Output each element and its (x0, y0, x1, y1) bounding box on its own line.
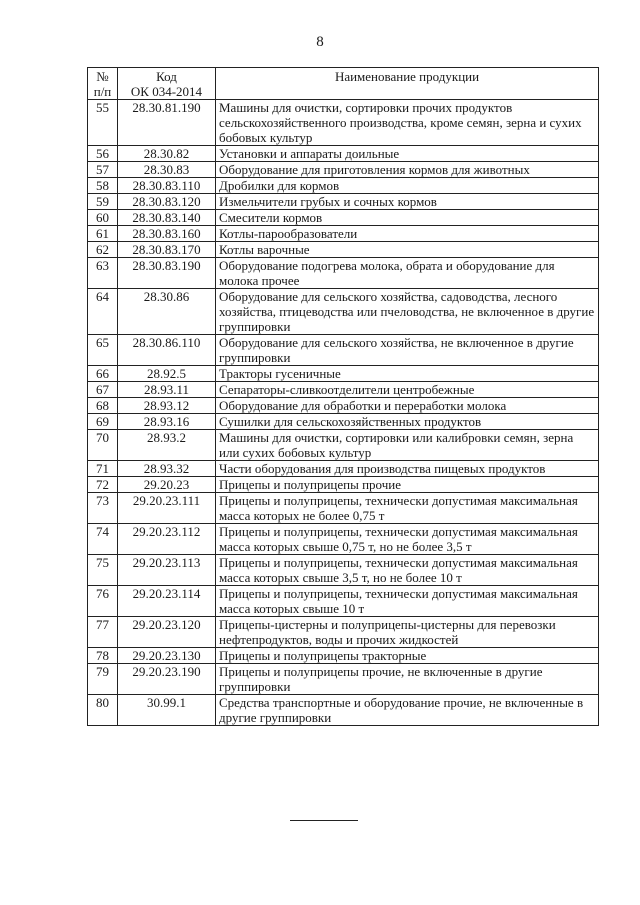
row-name-cell: Прицепы и полуприцепы, технически допустимая максимальная масса которых свыше 3,5 т, но не более 10 т (216, 555, 599, 586)
row-code-cell: 28.92.5 (118, 366, 216, 382)
row-code-cell: 28.30.86 (118, 289, 216, 335)
header-code-line2: ОК 034-2014 (130, 84, 203, 99)
row-number-cell: 69 (88, 414, 118, 430)
table-row (88, 461, 599, 477)
table-row (88, 414, 599, 430)
row-number-cell: 59 (88, 194, 118, 210)
row-name-cell: Смесители кормов (216, 210, 599, 226)
table-row (88, 226, 599, 242)
row-number-cell: 77 (88, 617, 118, 648)
table-row (88, 493, 599, 524)
row-code-cell: 28.93.2 (118, 430, 216, 461)
row-number-cell: 60 (88, 210, 118, 226)
header-code (118, 68, 216, 100)
row-number-cell: 79 (88, 664, 118, 695)
row-name-cell: Машины для очистки, сортировки прочих продуктов сельскохозяйственного производства, кроме семян, зерна и сухих бобовых культур (216, 100, 599, 146)
row-name-cell: Котлы-парообразователи (216, 226, 599, 242)
row-name-cell: Прицепы и полуприцепы, технически допустимая максимальная масса которых не более 0,75 т (216, 493, 599, 524)
row-number-cell: 64 (88, 289, 118, 335)
row-name-cell: Оборудование для сельского хозяйства, садоводства, лесного хозяйства, птицеводства или пчеловодства, не включенное в другие группировки (216, 289, 599, 335)
table-row (88, 477, 599, 493)
row-number-cell: 62 (88, 242, 118, 258)
table-row (88, 617, 599, 648)
table-row (88, 524, 599, 555)
row-name-cell: Измельчители грубых и сочных кормов (216, 194, 599, 210)
row-number-cell: 76 (88, 586, 118, 617)
row-code-cell: 29.20.23.130 (118, 648, 216, 664)
table-row (88, 555, 599, 586)
table-row (88, 178, 599, 194)
row-number-cell: 70 (88, 430, 118, 461)
row-name-cell: Установки и аппараты доильные (216, 146, 599, 162)
row-number-cell: 66 (88, 366, 118, 382)
row-number-cell: 75 (88, 555, 118, 586)
row-code-cell: 28.93.32 (118, 461, 216, 477)
header-number-line1: № (96, 69, 109, 84)
row-code-cell: 29.20.23.120 (118, 617, 216, 648)
table-row (88, 695, 599, 726)
row-code-cell: 28.30.83.110 (118, 178, 216, 194)
row-name-cell: Части оборудования для производства пищевых продуктов (216, 461, 599, 477)
row-name-cell: Прицепы и полуприцепы прочие, не включенные в другие группировки (216, 664, 599, 695)
header-code-line1: Код (156, 69, 177, 84)
row-code-cell: 28.30.81.190 (118, 100, 216, 146)
row-code-cell: 28.30.82 (118, 146, 216, 162)
row-number-cell: 80 (88, 695, 118, 726)
row-code-cell: 28.30.86.110 (118, 335, 216, 366)
row-code-cell: 28.30.83.140 (118, 210, 216, 226)
header-row (88, 68, 599, 100)
table-row (88, 430, 599, 461)
row-number-cell: 74 (88, 524, 118, 555)
table-row (88, 194, 599, 210)
row-code-cell: 29.20.23.190 (118, 664, 216, 695)
row-code-cell: 30.99.1 (118, 695, 216, 726)
row-code-cell: 29.20.23.112 (118, 524, 216, 555)
row-code-cell: 28.30.83.160 (118, 226, 216, 242)
row-number-cell: 71 (88, 461, 118, 477)
closing-line (290, 820, 358, 821)
table-row (88, 210, 599, 226)
row-code-cell: 29.20.23 (118, 477, 216, 493)
row-name-cell: Оборудование для сельского хозяйства, не включенное в другие группировки (216, 335, 599, 366)
row-name-cell: Тракторы гусеничные (216, 366, 599, 382)
row-code-cell: 28.30.83.120 (118, 194, 216, 210)
table-row (88, 586, 599, 617)
row-number-cell: 61 (88, 226, 118, 242)
row-code-cell: 28.30.83 (118, 162, 216, 178)
row-number-cell: 67 (88, 382, 118, 398)
row-code-cell: 29.20.23.113 (118, 555, 216, 586)
header-number (88, 68, 118, 100)
header-product-name: Наименование продукции (216, 68, 599, 100)
table-row (88, 289, 599, 335)
row-number-cell: 63 (88, 258, 118, 289)
row-name-cell: Оборудование для обработки и переработки молока (216, 398, 599, 414)
row-name-cell: Прицепы и полуприцепы прочие (216, 477, 599, 493)
row-number-cell: 65 (88, 335, 118, 366)
page-number: 8 (316, 34, 324, 50)
products-table (87, 67, 599, 726)
table-row (88, 366, 599, 382)
table-row (88, 146, 599, 162)
table-row (88, 648, 599, 664)
row-number-cell: 55 (88, 100, 118, 146)
table-row (88, 242, 599, 258)
table-row (88, 398, 599, 414)
header-number-line2: п/п (93, 84, 112, 99)
row-number-cell: 57 (88, 162, 118, 178)
row-name-cell: Прицепы и полуприцепы тракторные (216, 648, 599, 664)
row-code-cell: 29.20.23.111 (118, 493, 216, 524)
row-code-cell: 28.93.16 (118, 414, 216, 430)
row-number-cell: 58 (88, 178, 118, 194)
table-row (88, 100, 599, 146)
row-name-cell: Котлы варочные (216, 242, 599, 258)
row-number-cell: 56 (88, 146, 118, 162)
table-row (88, 335, 599, 366)
row-name-cell: Дробилки для кормов (216, 178, 599, 194)
row-name-cell: Оборудование подогрева молока, обрата и оборудование для молока прочее (216, 258, 599, 289)
table-body (88, 100, 599, 726)
row-name-cell: Средства транспортные и оборудование прочие, не включенные в другие группировки (216, 695, 599, 726)
row-name-cell: Машины для очистки, сортировки или калибровки семян, зерна или сухих бобовых культур (216, 430, 599, 461)
row-code-cell: 28.30.83.170 (118, 242, 216, 258)
row-code-cell: 29.20.23.114 (118, 586, 216, 617)
row-number-cell: 72 (88, 477, 118, 493)
row-code-cell: 28.93.12 (118, 398, 216, 414)
row-number-cell: 78 (88, 648, 118, 664)
row-number-cell: 68 (88, 398, 118, 414)
row-name-cell: Сепараторы-сливкоотделители центробежные (216, 382, 599, 398)
row-name-cell: Прицепы и полуприцепы, технически допустимая максимальная масса которых свыше 0,75 т, но не более 3,5 т (216, 524, 599, 555)
row-code-cell: 28.93.11 (118, 382, 216, 398)
table-row (88, 162, 599, 178)
row-name-cell: Прицепы-цистерны и полуприцепы-цистерны для перевозки нефтепродуктов, воды и прочих жидкостей (216, 617, 599, 648)
row-number-cell: 73 (88, 493, 118, 524)
row-name-cell: Сушилки для сельскохозяйственных продуктов (216, 414, 599, 430)
row-name-cell: Прицепы и полуприцепы, технически допустимая максимальная масса которых свыше 10 т (216, 586, 599, 617)
table-header (88, 68, 599, 100)
row-name-cell: Оборудование для приготовления кормов для животных (216, 162, 599, 178)
table-row (88, 258, 599, 289)
row-code-cell: 28.30.83.190 (118, 258, 216, 289)
table-row (88, 664, 599, 695)
table-row (88, 382, 599, 398)
